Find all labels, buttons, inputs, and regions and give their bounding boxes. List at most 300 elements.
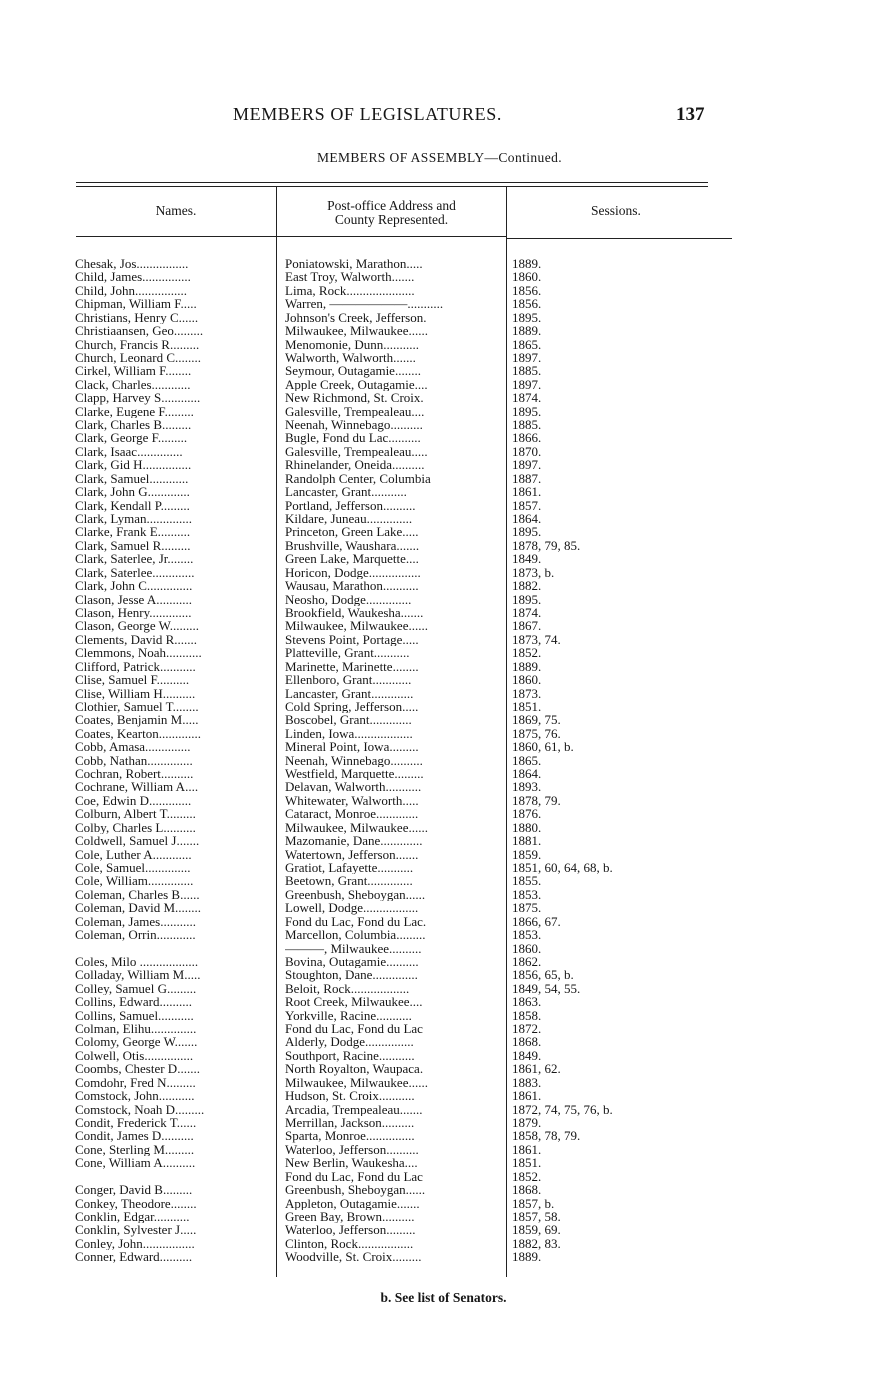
table-row (0, 874, 869, 887)
member-sessions: 1852. (512, 646, 542, 660)
member-name: Conkey, Theodore........ (75, 1196, 197, 1210)
member-name: Collins, Edward.......... (75, 995, 192, 1009)
table-row (0, 512, 869, 525)
member-address: Cold Spring, Jefferson..... (285, 699, 419, 714)
table-row (0, 270, 869, 283)
member-address: ———, Milwaukee.......... (285, 941, 422, 955)
member-name: Coldwell, Samuel J....... (75, 834, 200, 848)
header-rule (507, 238, 732, 239)
member-name: Cole, Samuel.............. (75, 860, 191, 875)
member-sessions: 1864. (512, 767, 542, 781)
table-row (0, 1183, 869, 1196)
member-address: Milwaukee, Milwaukee...... (285, 1075, 428, 1090)
member-address: Bovina, Outagamie.......... (285, 954, 419, 969)
member-address: Marcellon, Columbia......... (285, 928, 426, 942)
member-name: Conklin, Sylvester J..... (75, 1223, 197, 1237)
table-row (0, 646, 869, 659)
member-address: Seymour, Outagamie........ (285, 364, 421, 378)
table-row (0, 1250, 869, 1263)
member-address: Portland, Jefferson.......... (285, 498, 416, 513)
table-row (0, 1210, 869, 1223)
member-name: Cone, William A.......... (75, 1156, 196, 1170)
member-address: Mineral Point, Iowa......... (285, 740, 419, 754)
member-address: Brookfield, Waukesha....... (285, 605, 424, 620)
table-row (0, 579, 869, 592)
member-address: Delavan, Walworth........... (285, 780, 422, 794)
table-row (0, 955, 869, 968)
member-address: Brushville, Waushara....... (285, 538, 420, 553)
member-name: Clark, Charles B......... (75, 418, 192, 432)
member-address: Neenah, Winnebago.......... (285, 753, 423, 768)
member-sessions: 1861. (512, 1142, 542, 1157)
member-sessions: 1876. (512, 807, 542, 821)
table-row (0, 324, 869, 337)
member-sessions: 1889. (512, 1250, 542, 1264)
member-address: Southport, Racine........... (285, 1048, 415, 1063)
member-name: Clifford, Patrick........... (75, 659, 196, 674)
member-name: Cochran, Robert.......... (75, 767, 194, 781)
table-row (0, 915, 869, 928)
member-address: Whitewater, Walworth..... (285, 793, 419, 808)
table-row (0, 405, 869, 418)
table-row (0, 1129, 869, 1142)
member-sessions: 1881. (512, 834, 542, 848)
member-sessions: 1883. (512, 1075, 542, 1090)
member-sessions: 1895. (512, 404, 542, 419)
table-row (0, 593, 869, 606)
member-address: Bugle, Fond du Lac.......... (285, 431, 421, 445)
member-sessions: 1849. (512, 1048, 542, 1063)
member-sessions: 1859, 69. (512, 1223, 561, 1237)
member-sessions: 1879. (512, 1116, 542, 1130)
member-sessions: 1880. (512, 820, 542, 835)
member-name: Cirkel, William F........ (75, 364, 192, 378)
member-sessions: 1885. (512, 364, 542, 378)
table-row (0, 861, 869, 874)
table-row (0, 888, 869, 901)
table-row (0, 1103, 869, 1116)
member-address: Stoughton, Dane.............. (285, 968, 418, 982)
table-row (0, 391, 869, 404)
member-name: Comdohr, Fred N......... (75, 1075, 196, 1090)
member-sessions: 1860. (512, 270, 542, 284)
member-name: Comstock, Noah D......... (75, 1102, 205, 1117)
member-sessions: 1851. (512, 699, 542, 714)
member-sessions: 1856, 65, b. (512, 968, 574, 982)
member-sessions: 1889. (512, 257, 542, 271)
member-address: Cataract, Monroe............. (285, 807, 419, 821)
table-row (0, 901, 869, 914)
member-address: Westfield, Marquette......... (285, 767, 424, 781)
table-row (0, 968, 869, 981)
member-address: New Richmond, St. Croix. (285, 391, 424, 405)
member-sessions: 1893. (512, 780, 542, 794)
table-row (0, 257, 869, 270)
member-sessions: 1860. (512, 673, 542, 687)
member-sessions: 1867. (512, 619, 542, 633)
member-sessions: 1851. (512, 1156, 542, 1170)
section-subtitle: MEMBERS OF ASSEMBLY—Continued. (316, 150, 563, 165)
member-name: Clark, John C.............. (75, 579, 193, 593)
table-row (0, 552, 869, 565)
member-address: Greenbush, Sheboygan...... (285, 887, 426, 902)
member-address: Greenbush, Sheboygan...... (285, 1183, 426, 1197)
member-address: Yorkville, Racine........... (285, 1008, 412, 1023)
member-sessions: 1874. (512, 605, 542, 620)
table-row (0, 821, 869, 834)
member-address: Lancaster, Grant............. (285, 686, 414, 700)
column-header-names: Names. (155, 203, 197, 218)
table-row (0, 606, 869, 619)
table-row (0, 297, 869, 310)
column-header-sessions: Sessions. (591, 203, 641, 218)
member-sessions: 1869, 75. (512, 713, 561, 727)
member-name: Cobb, Amasa.............. (75, 740, 191, 754)
member-address: Sparta, Monroe............... (285, 1129, 415, 1143)
member-address: Johnson's Creek, Jefferson. (285, 310, 427, 325)
table-row (0, 780, 869, 793)
member-name: Church, Francis R......... (75, 337, 200, 351)
member-sessions: 1866, 67. (512, 914, 561, 929)
table-row (0, 485, 869, 498)
member-address: Gratiot, Lafayette........... (285, 860, 414, 875)
member-name: Colby, Charles L.......... (75, 820, 196, 835)
table-row (0, 472, 869, 485)
member-sessions: 1856. (512, 297, 542, 311)
member-name: Clark, John G............. (75, 485, 190, 499)
member-sessions: 1873, 74. (512, 632, 561, 647)
member-address: Arcadia, Trempealeau....... (285, 1102, 423, 1117)
member-sessions: 1861, 62. (512, 1062, 561, 1076)
member-address: Fond du Lac, Fond du Lac (285, 1169, 423, 1184)
member-name: Clack, Charles............ (75, 377, 191, 392)
member-sessions: 1872. (512, 1022, 542, 1036)
member-sessions: 1853. (512, 928, 542, 942)
member-address: Menomonie, Dunn........... (285, 337, 419, 351)
member-sessions: 1857, 58. (512, 1209, 561, 1224)
member-sessions: 1870. (512, 444, 542, 459)
member-name: Condit, Frederick T...... (75, 1116, 197, 1130)
member-name: Coleman, David M........ (75, 901, 202, 915)
member-sessions: 1865. (512, 753, 542, 768)
table-row (0, 834, 869, 847)
member-address: Wausau, Marathon........... (285, 579, 419, 593)
table-row (0, 378, 869, 391)
page-number: 137 (676, 104, 705, 125)
table-row (0, 539, 869, 552)
member-name: Colwell, Otis............... (75, 1048, 194, 1063)
table-row (0, 418, 869, 431)
member-sessions: 1856. (512, 283, 542, 298)
member-name: Cobb, Nathan.............. (75, 753, 193, 768)
table-row (0, 499, 869, 512)
column-header-address-line1: Post-office Address and (327, 198, 456, 213)
member-name: Coombs, Chester D....... (75, 1062, 200, 1076)
table-row (0, 713, 869, 726)
member-name: Church, Leonard C........ (75, 350, 202, 365)
member-name: Clark, George F......... (75, 431, 188, 445)
table-row (0, 1049, 869, 1062)
member-sessions: 1895. (512, 592, 542, 606)
member-address: Warren, ——————........... (285, 297, 444, 311)
member-address: Linden, Iowa.................. (285, 726, 413, 741)
member-sessions: 1859. (512, 847, 542, 861)
member-sessions: 1849. (512, 552, 542, 566)
member-address: Stevens Point, Portage..... (285, 632, 419, 647)
member-address: Walworth, Walworth....... (285, 350, 416, 365)
member-address: Poniatowski, Marathon..... (285, 257, 423, 271)
member-name: Comstock, John........... (75, 1089, 195, 1103)
table-row (0, 700, 869, 713)
member-address: Fond du Lac, Fond du Lac. (285, 914, 427, 929)
member-sessions: 1857, b. (512, 1196, 555, 1210)
member-address: Lowell, Dodge................. (285, 901, 419, 915)
table-row (0, 1035, 869, 1048)
table-top-rule-double (76, 186, 708, 187)
member-name: Colburn, Albert T......... (75, 807, 196, 821)
table-row (0, 1143, 869, 1156)
member-address: Ellenboro, Grant............ (285, 673, 412, 687)
header-rule (76, 236, 276, 237)
member-address: Milwaukee, Milwaukee...... (285, 324, 428, 338)
member-address: Appleton, Outagamie....... (285, 1196, 420, 1210)
table-row (0, 848, 869, 861)
member-sessions: 1860. (512, 941, 542, 955)
member-name: Colley, Samuel G......... (75, 981, 197, 996)
member-name: Clark, Saterlee, Jr........ (75, 552, 194, 566)
member-sessions: 1853. (512, 887, 542, 902)
member-name: Clothier, Samuel T........ (75, 699, 199, 714)
member-sessions: 1872, 74, 75, 76, b. (512, 1102, 613, 1117)
member-sessions: 1861. (512, 1089, 542, 1103)
member-address: Alderly, Dodge............... (285, 1035, 414, 1049)
member-sessions: 1860, 61, b. (512, 740, 574, 754)
member-name: Clark, Isaac.............. (75, 444, 183, 459)
member-name: Coleman, James........... (75, 914, 196, 929)
member-name: Clarke, Eugene F......... (75, 404, 194, 419)
member-name: Clark, Samuel............ (75, 471, 189, 486)
member-sessions: 1849, 54, 55. (512, 981, 581, 996)
member-sessions: 1895. (512, 525, 542, 539)
table-row (0, 1170, 869, 1183)
member-address: Apple Creek, Outagamie.... (285, 377, 428, 392)
member-name: Clason, George W......... (75, 619, 199, 633)
member-address: Milwaukee, Milwaukee...... (285, 619, 428, 633)
member-name: Clark, Lyman.............. (75, 512, 192, 526)
table-row (0, 1089, 869, 1102)
column-header-address-line2: County Represented. (334, 212, 449, 227)
member-sessions: 1868. (512, 1183, 542, 1197)
table-top-rule (76, 182, 708, 183)
member-address: Horicon, Dodge................ (285, 565, 421, 580)
member-sessions: 1865. (512, 337, 542, 351)
member-sessions: 1873, b. (512, 565, 555, 580)
table-row (0, 928, 869, 941)
table-row (0, 633, 869, 646)
table-row (0, 1022, 869, 1035)
member-name: Colman, Elihu.............. (75, 1022, 197, 1036)
member-name: Clark, Samuel R......... (75, 538, 191, 553)
member-name: Clark, Gid H............... (75, 458, 192, 472)
table-row (0, 445, 869, 458)
table-row (0, 338, 869, 351)
member-name: Coleman, Orrin............ (75, 928, 196, 942)
members-table-body (0, 257, 869, 1264)
header-rule (277, 236, 506, 237)
member-address: Beloit, Rock.................. (285, 981, 410, 996)
member-name: Conklin, Edgar........... (75, 1209, 190, 1224)
member-address: Green Lake, Marquette.... (285, 552, 419, 566)
member-sessions: 1887. (512, 471, 542, 486)
table-row (0, 794, 869, 807)
member-sessions: 1897. (512, 458, 542, 472)
member-sessions: 1866. (512, 431, 542, 445)
member-name: Coleman, Charles B...... (75, 887, 200, 902)
member-name: Conger, David B......... (75, 1183, 193, 1197)
member-name: Clark, Kendall P......... (75, 498, 190, 513)
member-sessions: 1878, 79. (512, 793, 561, 808)
table-row (0, 525, 869, 538)
member-sessions: 1858. (512, 1008, 542, 1023)
member-sessions: 1868. (512, 1035, 542, 1049)
member-name: Christiaansen, Geo......... (75, 324, 204, 338)
member-address: Watertown, Jefferson....... (285, 847, 419, 861)
table-row (0, 754, 869, 767)
member-name: Coles, Milo .................. (75, 954, 199, 969)
member-name: Child, James............... (75, 270, 191, 284)
member-address: Clinton, Rock................. (285, 1236, 414, 1251)
member-sessions: 1889. (512, 659, 542, 674)
member-address: Milwaukee, Milwaukee...... (285, 820, 428, 835)
table-row (0, 619, 869, 632)
member-sessions: 1885. (512, 418, 542, 432)
member-address: Root Creek, Milwaukee.... (285, 995, 423, 1009)
member-sessions: 1895. (512, 310, 542, 325)
table-row (0, 1076, 869, 1089)
running-header-title: MEMBERS OF LEGISLATURES. (233, 104, 502, 124)
member-address: Randolph Center, Columbia (285, 471, 431, 486)
member-name: Clason, Henry............. (75, 605, 192, 620)
member-address: Neosho, Dodge.............. (285, 592, 412, 606)
table-row (0, 1223, 869, 1236)
table-row (0, 351, 869, 364)
member-name: Chesak, Jos................ (75, 257, 189, 271)
member-name: Cole, William.............. (75, 874, 194, 888)
member-address: Neenah, Winnebago.......... (285, 418, 423, 432)
member-name: Colladay, William M..... (75, 968, 201, 982)
member-address: Waterloo, Jefferson.......... (285, 1142, 419, 1157)
member-sessions: 1858, 78, 79. (512, 1129, 581, 1143)
member-sessions: 1862. (512, 954, 542, 969)
member-name: Conley, John................ (75, 1236, 195, 1251)
table-row (0, 431, 869, 444)
member-sessions: 1897. (512, 377, 542, 392)
member-name: Conner, Edward.......... (75, 1250, 193, 1264)
member-name: Child, John................ (75, 283, 187, 298)
table-row (0, 1156, 869, 1169)
member-sessions: 1855. (512, 874, 542, 888)
member-address: Mazomanie, Dane............. (285, 834, 423, 848)
member-address: North Royalton, Waupaca. (285, 1062, 424, 1076)
table-row (0, 458, 869, 471)
member-address: Boscobel, Grant............. (285, 713, 412, 727)
member-address: Lima, Rock..................... (285, 283, 415, 298)
member-sessions: 1897. (512, 350, 542, 365)
table-row (0, 767, 869, 780)
member-address: Lancaster, Grant........... (285, 485, 407, 499)
member-sessions: 1875, 76. (512, 726, 561, 741)
member-name: Clark, Saterlee............. (75, 565, 195, 580)
member-sessions: 1864. (512, 512, 542, 526)
member-sessions: 1861. (512, 485, 542, 499)
table-row (0, 284, 869, 297)
table-row (0, 1062, 869, 1075)
table-row (0, 673, 869, 686)
member-name: Chipman, William F..... (75, 297, 197, 311)
member-name: Clemmons, Noah........... (75, 646, 202, 660)
member-name: Cole, Luther A............ (75, 847, 192, 861)
footnote: b. See list of Senators. (380, 1290, 507, 1305)
member-name: Coates, Kearton............. (75, 726, 202, 741)
table-row (0, 364, 869, 377)
member-name: Clements, David R....... (75, 632, 198, 647)
member-name: Clarke, Frank E.......... (75, 525, 191, 539)
member-name: Colomy, George W....... (75, 1035, 198, 1049)
member-name: Clapp, Harvey S............ (75, 391, 201, 405)
table-row (0, 727, 869, 740)
member-address: New Berlin, Waukesha.... (285, 1156, 418, 1170)
member-name: Christians, Henry C...... (75, 310, 199, 325)
member-address: Hudson, St. Croix........... (285, 1089, 415, 1103)
member-name: Coe, Edwin D............. (75, 793, 192, 808)
member-sessions: 1889. (512, 324, 542, 338)
member-sessions: 1882. (512, 579, 542, 593)
member-address: Fond du Lac, Fond du Lac (285, 1022, 423, 1036)
member-address: Kildare, Juneau.............. (285, 512, 413, 526)
member-address: Green Bay, Brown.......... (285, 1209, 415, 1224)
member-address: Platteville, Grant........... (285, 646, 410, 660)
table-row (0, 566, 869, 579)
member-sessions: 1874. (512, 391, 542, 405)
member-address: Beetown, Grant.............. (285, 874, 413, 888)
member-name: Condit, James D.......... (75, 1129, 194, 1143)
member-name: Cone, Sterling M......... (75, 1142, 195, 1157)
member-sessions: 1875. (512, 901, 542, 915)
member-sessions: 1851, 60, 64, 68, b. (512, 860, 613, 875)
member-sessions: 1873. (512, 686, 542, 700)
member-address: Galesville, Trempealeau.... (285, 404, 425, 419)
table-row (0, 942, 869, 955)
member-name: Clason, Jesse A........... (75, 592, 192, 606)
member-sessions: 1852. (512, 1169, 542, 1184)
member-address: East Troy, Walworth....... (285, 270, 415, 284)
member-sessions: 1878, 79, 85. (512, 538, 581, 553)
member-name: Clise, Samuel F.......... (75, 673, 190, 687)
table-row (0, 740, 869, 753)
member-sessions: 1863. (512, 995, 542, 1009)
member-name: Clise, William H.......... (75, 686, 196, 700)
member-address: Merrillan, Jackson.......... (285, 1116, 415, 1130)
table-row (0, 982, 869, 995)
member-address: Galesville, Trempealeau..... (285, 444, 428, 459)
table-row (0, 1237, 869, 1250)
member-sessions: 1857. (512, 498, 542, 513)
table-row (0, 1116, 869, 1129)
table-row (0, 1009, 869, 1022)
member-name: Collins, Samuel........... (75, 1008, 194, 1023)
member-address: Marinette, Marinette........ (285, 659, 419, 674)
member-name: Cochrane, William A.... (75, 780, 199, 794)
